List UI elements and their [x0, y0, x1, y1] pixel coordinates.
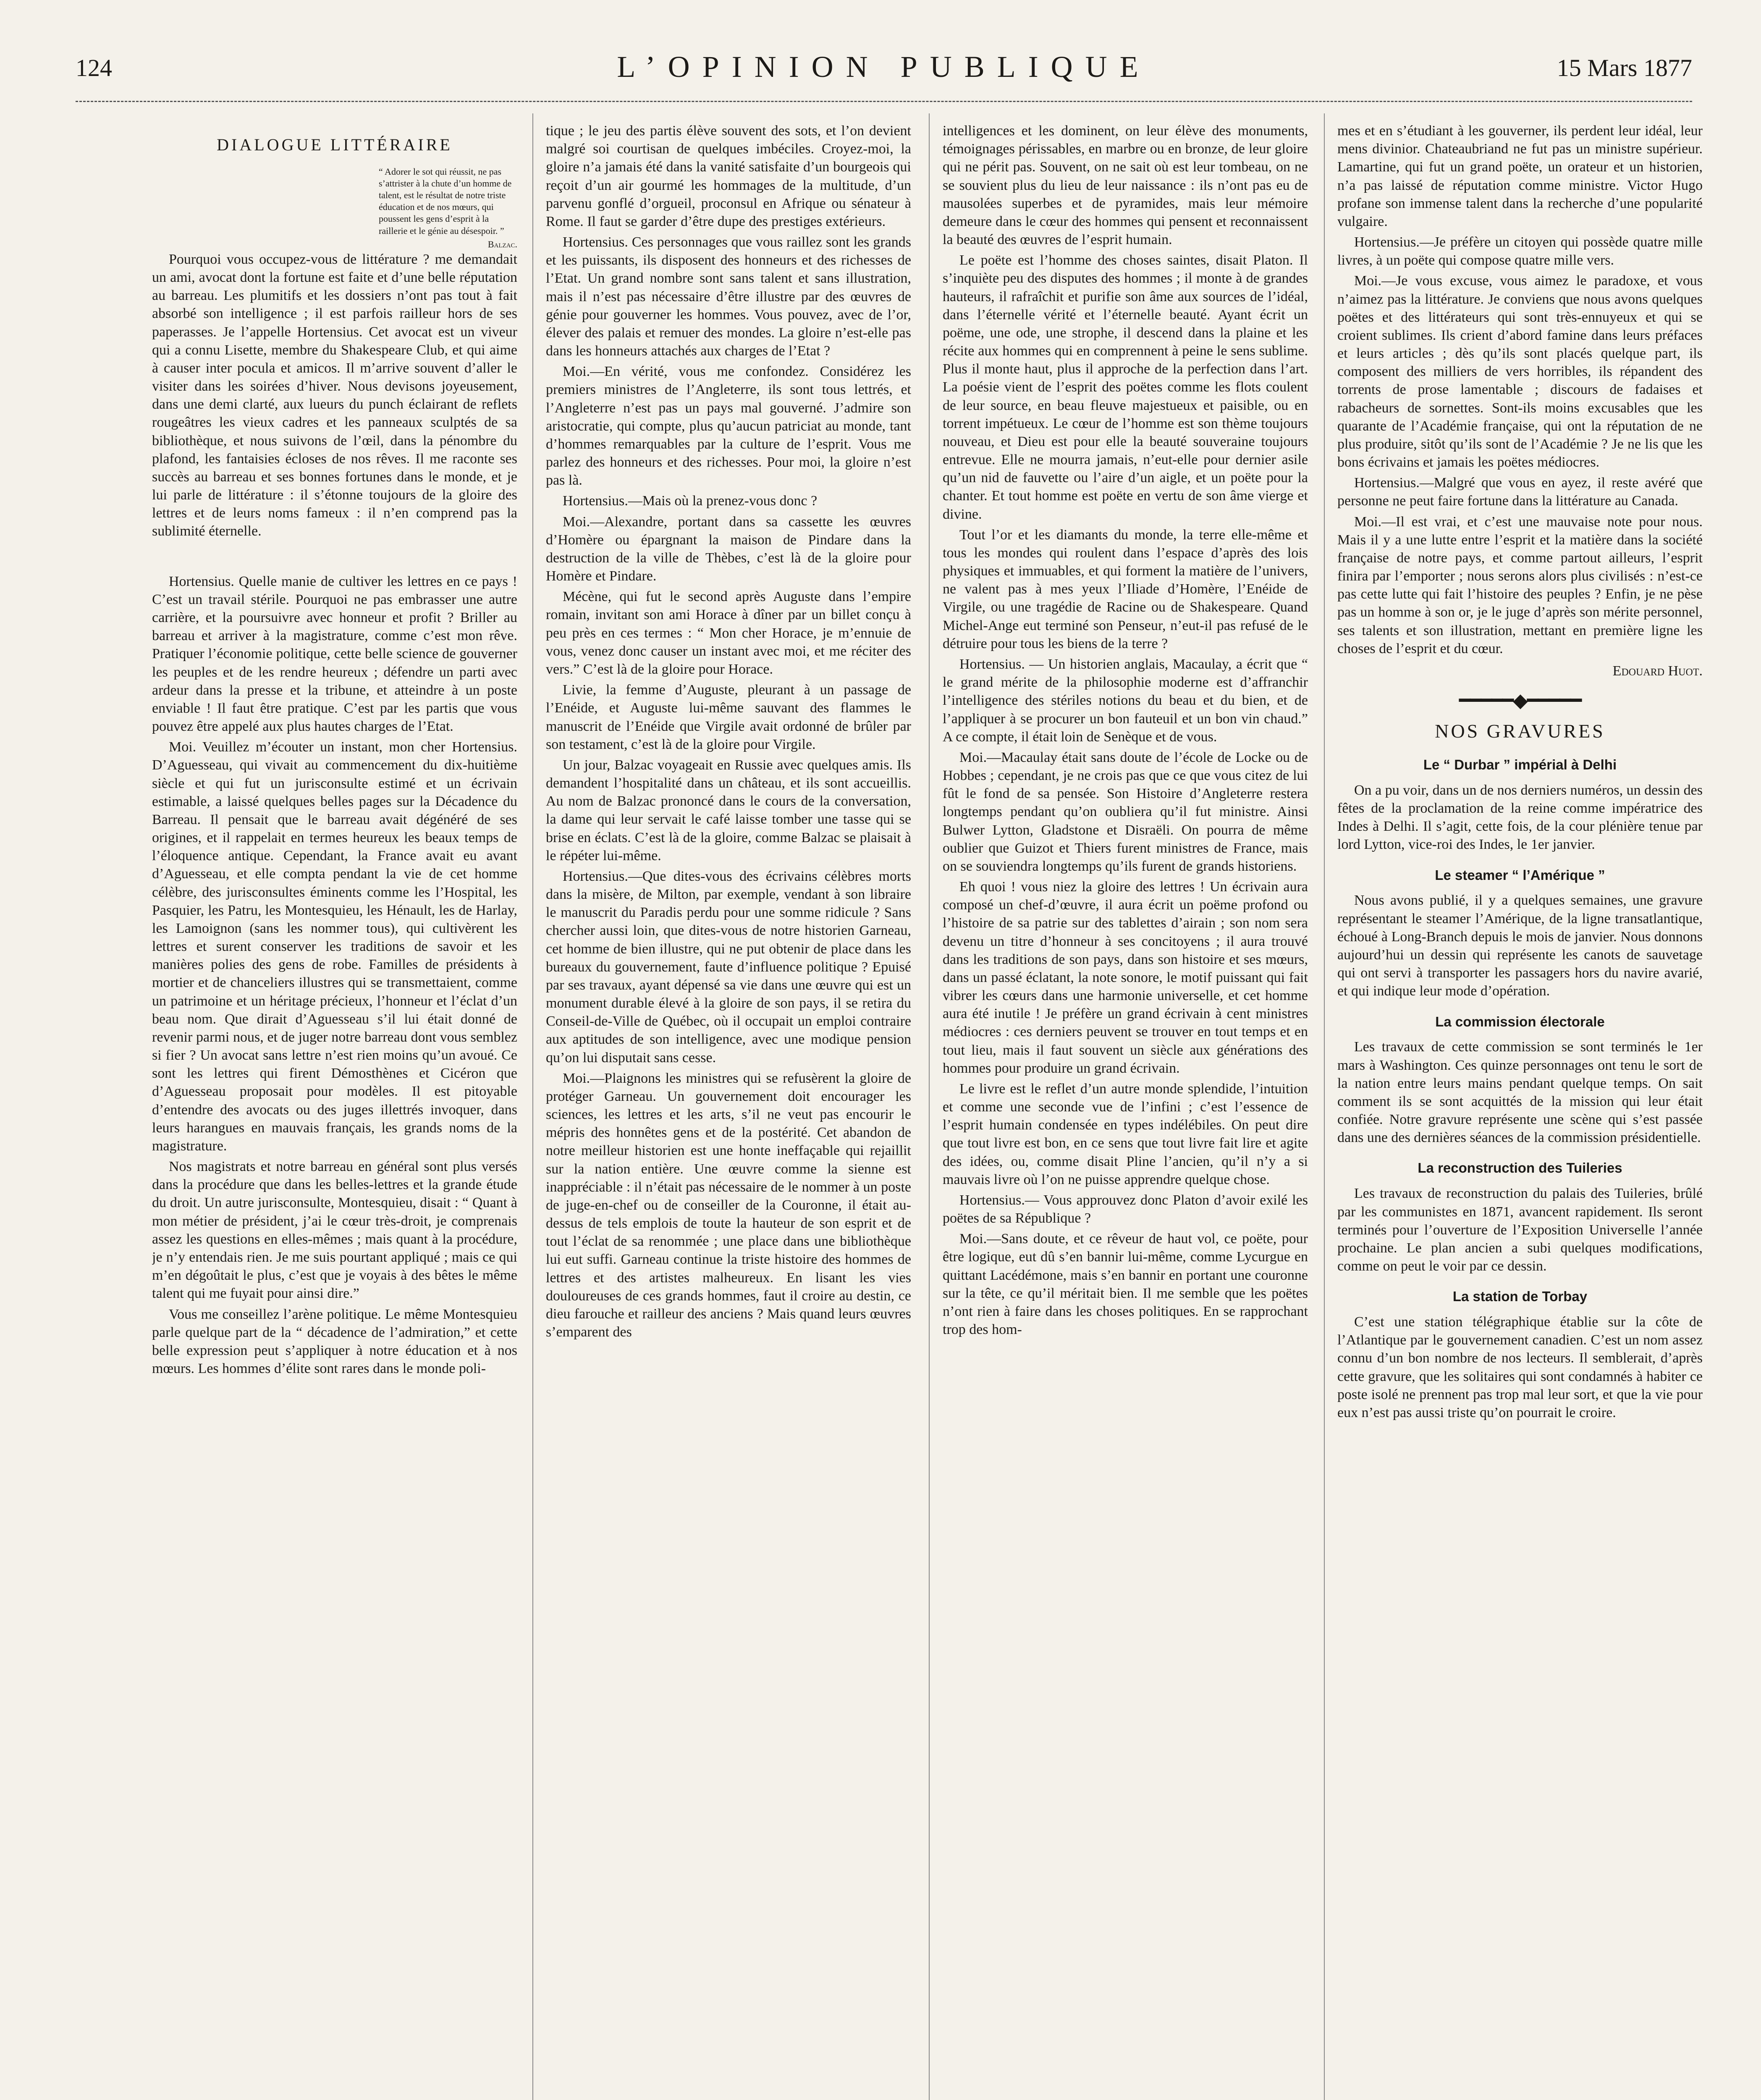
paragraph: Vous me conseillez l’arène politique. Le même Montesquieu parle quelque part de la “ décadence de l’admiration,” et cette belle expression peut s’appliquer à notre éducation et à nos mœurs. Les hommes d’élite sont rares dans le monde poli-	[152, 1306, 517, 1377]
paragraph: Hortensius.— Vous approuvez donc Platon d’avoir exilé les poëtes de sa République ?	[943, 1192, 1308, 1226]
article-heading: DIALOGUE LITTÉRAIRE	[217, 135, 453, 154]
paragraph: Un jour, Balzac voyageait en Russie avec quelques amis. Ils demandent l’hospitalité dans un château, et ils sont accueillis. Au nom de Balzac prononcé dans le cours de la conversation, la dame qui leur servait le café laisse tomber une tasse qui se brise en éclats. C’est là de la gloire, comme Balzac se plaisait à le répéter lui-même.	[546, 757, 911, 864]
subsection-title: La commission électorale	[1435, 1013, 1605, 1029]
paragraph: Hortensius. — Un historien anglais, Macaulay, a écrit que “ le grand mérite de la philosophie moderne est d’affranchir l’intelligence des stériles notions du beau et du bien, et de l’appliquer à se procurer un bon fauteuil et un bon vin chaud.” A ce compte, il était loin de Senèque et de vous.	[943, 656, 1308, 745]
paragraph: Hortensius.—Je préfère un citoyen qui possède quatre mille livres, à un poëte qui compose quatre mille vers.	[1337, 234, 1703, 268]
column-4	[1337, 122, 1703, 2100]
paragraph: Les travaux de cette commission se sont terminés le 1er mars à Washington. Ces quinze personnages ont tenu le sort de la nation entre leurs mains pendant quelque temps. On sait comment ils se sont acquittés de la mission qui leur était confiée. Notre gravure représente une scène qui s’est passée dans une des dernières séances de la commission présidentielle.	[1337, 1039, 1703, 1146]
author-signature: Edouard Huot.	[1612, 663, 1703, 679]
section-heading: NOS GRAVURES	[1435, 720, 1605, 742]
paragraph: Moi.—Je vous excuse, vous aimez le paradoxe, et vous n’aimez pas la littérature. Je conviens que nous avons quelques poëtes et des littérateurs qui sont très-ennuyeux et qui se croient sublimes. Ils crient d’abord famine dans leurs préfaces et leurs articles ; dès qu’ils sont placés quelque part, ils composent des milliers de vers horribles, ils répandent des torrents de prose lamentable ; discours de fadaises et rabacheurs de sornettes. Sont-ils moins excusables que les quarante de l’Académie française, qui ont la réputation de ne plus produire, sitôt qu’ils sont de l’Académie ? Je ne lis que les bons écrivains et jamais les poëtes médiocres.	[1337, 273, 1703, 470]
masthead	[76, 38, 1692, 88]
paragraph: Moi.—Alexandre, portant dans sa cassette les œuvres d’Homère ou épargnant la maison de Pindare dans la destruction de la ville de Thèbes, c’est là de la gloire pour Homère et Pindare.	[546, 514, 911, 584]
paragraph: Moi.—En vérité, vous me confondez. Considérez les premiers ministres de l’Angleterre, ils sont tous lettrés, et l’Angleterre n’est pas un pays mal gouverné. J’admire son aristocratie, qui compte, plus qu’aucun patriciat au monde, tant d’hommes remarquables par la culture de l’esprit. Vous me parlez des honneurs et des richesses. Pour moi, la gloire n’est pas là.	[546, 364, 911, 488]
paragraph: C’est une station télégraphique établie sur la côte de l’Atlantique par le gouvernement canadien. C’est un nom assez connu d’un bon nombre de nos lecteurs. Il semblerait, d’après cette gravure, que les solitaires qui sont condamnés à habiter ce poste isolé ne prennent pas trop mal leur sort, et que la vie pour eux n’est pas aussi triste qu’on pourrait le croire.	[1337, 1314, 1703, 1420]
paragraph: Eh quoi ! vous niez la gloire des lettres ! Un écrivain aura composé un chef-d’œuvre, il aura écrit un poëme profond ou l’histoire de sa patrie sur des tablettes d’airain ; son nom sera devenu un titre d’honneur à ses concitoyens ; il aura trouvé dans les traditions de son pays, dans son histoire et ses mœurs, dans un passé éclatant, la note sonore, le motif puissant qui fait vibrer les cœurs dans une harmonie universelle, et cet homme aura été inutile ! Je préfère un grand écrivain à cent ministres médiocres : ces derniers peuvent se trouver en tout temps et en tout lieu, mais il faut souvent un siècle aux générations des hommes pour produire un grand écrivain.	[943, 879, 1308, 1076]
column-divider	[532, 113, 533, 2100]
paragraph: Moi.—Sans doute, et ce rêveur de haut vol, ce poëte, pour être logique, eut dû s’en bannir lui-même, comme Lycurgue en quittant Lacédémone, mais s’en bannir en portant une couronne sur la tête, ce qu’il méritait bien. Il me semble que les poëtes n’ont rien à faire dans les choses politiques. En se rapprochant trop des hom-	[943, 1231, 1308, 1338]
paragraph: Le poëte est l’homme des choses saintes, disait Platon. Il s’inquiète peu des disputes des hommes ; il monte à de grandes hauteurs, il rafraîchit et purifie son âme aux sources de l’idéal, dans l’éternelle vérité et l’éternelle beauté. Ayant écrit un poëme, une ode, une strophe, il descend dans la plaine et les récite aux hommes qui en comprennent à peine le sens sublime. Plus il monte haut, plus il approche de la perfection dans l’art. La poésie vient de l’esprit des poëtes comme les flots coulent de leur source, en beau fleuve majestueux et paisible, ou en torrent impétueux. Le cœur de l’homme est son thème toujours nouveau, et Dieu est pour elle la beauté souveraine toujours entrevue. Elle ne mourra jamais, n’eut-elle pour dernier asile qu’un nid de fauvette ou l’aire d’un aigle, et un poëte pour la chanter. Et tout homme est poëte en vertu de son âme vierge et divine.	[943, 252, 1308, 522]
column-divider	[1324, 113, 1325, 2100]
epigraph-text: “ Adorer le sot qui réussit, ne pas s’attrister à la chute d’un homme de talent, est le résultat de notre triste éducation et de nos mœurs, qui poussent les gens d’esprit à la raillerie et le génie au désespoir. ”	[379, 166, 512, 236]
newspaper-title: L’OPINION PUBLIQUE	[617, 50, 1151, 84]
paragraph: Hortensius. Quelle manie de cultiver les lettres en ce pays ! C’est un travail stérile. Pourquoi ne pas embrasser une autre carrière, et la poursuivre avec honneur et profit ? Briller au barreau et arriver à la magistrature, comme c’est mon rêve. Pratiquer l’économie politique, cette belle science de gouverner les peuples et de les rendre heureux ; défendre un parti avec ardeur dans la presse et la tribune, et atteindre à un poste enviable ! Il faut être pratique. C’est par les partis que vous pouvez être appelé aux plus hautes charges de l’Etat.	[152, 573, 517, 735]
paragraph: Hortensius.—Mais où la prenez-vous donc ?	[563, 493, 818, 509]
column-divider	[929, 113, 930, 2100]
subsection-title: Le “ Durbar ” impérial à Delhi	[1423, 756, 1617, 772]
paragraph: Moi.—Plaignons les ministres qui se refusèrent la gloire de protéger Garneau. Un gouvernement doit encourager les sciences, les lettres et les arts, s’il ne veut pas encourir le mépris des honnêtes gens et de la postérité. Cet abandon de notre meilleur historien est une honte ineffaçable qui rejaillit sur la nation entière. Une œuvre comme la sienne est inappréciable : il n’était pas nécessaire de le nommer à un poste de juge-en-chef ou de conseiller de la Couronne, il était au-dessus de tels emplois de toute la hauteur de son esprit et de tout l’éclat de sa renommée ; une place dans une bibliothèque lui eut suffi. Garneau continue la triste histoire des hommes de lettres et des artistes malheureux. En lisant les vies douloureuses de ces grands hommes, faut il croire au destin, ce dieu farouche et railleur des anciens ? Mais quand leurs œuvres s’emparent des	[546, 1070, 911, 1340]
column-3	[943, 122, 1308, 2100]
paragraph: Moi.—Macaulay était sans doute de l’école de Locke ou de Hobbes ; cependant, je ne crois pas que ce que vous citez de lui fût le fond de sa pensée. Son Histoire d’Angleterre restera longtemps pendant qu’on oubliera qu’il fut ministre. Ainsi Bulwer Lytton, Gladstone et Disraëli. On pourra de même oublier que Guizot et Thiers furent ministres de France, mais on se souviendra longtemps qu’ils furent de grands historiens.	[943, 749, 1308, 874]
paragraph: Les travaux de reconstruction du palais des Tuileries, brûlé par les communistes en 1871, avancent rapidement. Ils seront terminés pour l’ouverture de l’Exposition Universelle l’année prochaine. Le plan ancien a subi quelques modifications, comme on peut le voir par ce dessin.	[1337, 1186, 1703, 1274]
paragraph: tique ; le jeu des partis élève souvent des sots, et l’on devient malgré soi courtisan de quelques imbéciles. Croyez-moi, la gloire n’a jamais été dans la vanité satisfaite d’un bourgeois qui reçoit d’un air gourmé les hommages de la multitude, d’un parvenu gonflé d’orgueil, proconsul en Afrique ou sénateur à Rome. Il faut se garder d’être dupe des prestiges extérieurs.	[546, 123, 911, 229]
paragraph: mes et en s’étudiant à les gouverner, ils perdent leur idéal, leur mens divinior. Chateaubriand ne fut pas un ministre supérieur. Lamartine, qui fut un grand poëte, un orateur et un historien, n’a pas laissé de réputation comme ministre. Victor Hugo profane son immense talent dans la recherche d’une popularité vulgaire.	[1337, 123, 1703, 229]
paragraph: Moi. Veuillez m’écouter un instant, mon cher Hortensius. D’Aguesseau, qui vivait au commencement du dix-huitième siècle et qui fut un jurisconsulte estimé et un écrivain estimable, a laissé quelques belles pages sur la Décadence du Barreau. Il pensait que le barreau avait dégénéré de ses origines, et il rappelait en termes heureux les beaux temps de l’éloquence antique. Cependant, la France avait eu avant d’Aguesseau, et elle compta pendant la vie de cet homme célèbre, des jurisconsultes éminents comme les l’Hospital, les Pasquier, les Patru, les Montesquieu, les Hénault, les de Harlay, les Lamoignon (sans les nommer tous), qui cultivèrent les lettres et surent conserver les traditions de savoir et les manières polies des gens de robe. Familles de présidents à mortier et de chanceliers illustres qui se transmettaient, comme un patrimoine et un héritage précieux, l’honneur et l’éclat d’un beau nom. Que dirait d’Aguesseau s’il lui était donné de revenir parmi nous, et de juger notre barreau dont vous semblez si fier ? Un avocat sans lettre n’est rien moins qu’un avoué. Ce sont les lettres qui firent Démosthènes et Cicéron que d’Aguesseau proposait pour modèles. Il est pitoyable d’entendre des avocats ou des juges illettrés invoquer, dans leurs harangues en mauvais français, les grands noms de la magistrature.	[152, 739, 517, 1154]
paragraph: Le livre est le reflet d’un autre monde splendide, l’intuition et comme une seconde vue de l’infini ; c’est l’essence de l’esprit humain condensée en types indélébiles. On peut dire que tout livre est bon, en ce sens que tout livre fait lire et agite des idées, ou, comme disait Pline l’ancien, qu’il n’y a si mauvais livre où l’on ne puisse apprendre quelque chose.	[943, 1081, 1308, 1187]
subsection-title: La station de Torbay	[1452, 1289, 1588, 1305]
epigraph-source: Balzac.	[487, 239, 517, 249]
paragraph: Hortensius. Ces personnages que vous raillez sont les grands et les puissants, ils disposent des honneurs et des richesses de l’Etat. Un grand nombre sont sans talent et sans illustration, mais il n’est pas nécessaire d’être illustre par des œuvres de génie pour gouverner les hommes. Vous pouvez, avec de l’or, élever des palais et remuer des mondes. La gloire n’est-elle pas dans les honneurs attachés aux charges de l’Etat ?	[546, 234, 911, 359]
paragraph: Moi.—Il est vrai, et c’est une mauvaise note pour nous. Mais il y a une lutte entre l’esprit et la matière dans la société française de notre pays, et comme partout ailleurs, l’esprit finira par l’emporter ; nous serons alors plus civilisés : n’est-ce pas cette lutte qui fait l’histoire des peuples ? Enfin, je ne pèse pas un homme à son or, je le juge d’après son mérite personnel, ses talents et son illustration, mettant en première ligne les choses de l’esprit et du cœur.	[1337, 514, 1703, 656]
paragraph: Hortensius.—Malgré que vous en ayez, il reste avéré que personne ne peut faire fortune dans la littérature au Canada.	[1337, 475, 1703, 509]
paragraph: Mécène, qui fut le second après Auguste dans l’empire romain, invitant son ami Horace à dîner par un billet conçu à peu près en ces termes : “ Mon cher Horace, je m’ennuie de vous, venez donc causer un instant avec moi, et me réciter des vers.” C’est là de la gloire pour Horace.	[546, 589, 911, 677]
ornament-divider: ━━━━━◆━━━━━	[1459, 690, 1581, 711]
paragraph: On a pu voir, dans un de nos derniers numéros, un dessin des fêtes de la proclamation de la reine comme impératrice des Indes à Delhi. Il s’agit, cette fois, de la cour plénière tenue par lord Lytton, vice-roi des Indes, le 1er janvier.	[1337, 782, 1703, 853]
paragraph: Pourquoi vous occupez-vous de littérature ? me demandait un ami, avocat dont la fortune est faite et d’une belle réputation au barreau. Les plumitifs et les dossiers n’ont pas tout à fait absorbé son intelligence ; il est parfois railleur hors de ses paperasses. Je l’appelle Hortensius. Cet avocat est un viveur qui a connu Lisette, membre du Shakespeare Club, et qui aime à causer inter pocula et amicos. Il m’arrive souvent d’aller le visiter dans les soirées d’hiver. Nous devisons joyeusement, dans une demi clarté, aux lueurs du punch éclairant de reflets rougeâtres les vieux cadres et les panneaux sculptés de sa bibliothèque, et nous suivons de l’œil, dans la pénombre du plafond, les fantaisies écloses de nos rêves. Il me raconte ses succès au barreau et ses bonnes fortunes dans le monde, et je lui parle de littérature : il s’étonne toujours de la gloire des lettres et de leurs noms fameux : il n’en comprend pas la sublimité éternelle.	[152, 251, 517, 539]
epigraph	[379, 166, 517, 250]
column-1	[152, 122, 517, 2100]
paragraph: Livie, la femme d’Auguste, pleurant à un passage de l’Enéide, et Auguste lui-même sauvant des flammes le manuscrit de l’Enéide que Virgile avait ordonné de brûler par son testament, c’est là de la gloire pour Virgile.	[546, 682, 911, 752]
subsection-title: La reconstruction des Tuileries	[1418, 1160, 1622, 1176]
paragraph: Hortensius.—Que dites-vous des écrivains célèbres morts dans la misère, de Milton, par exemple, vendant à son libraire le manuscrit du Paradis perdu pour une somme ridicule ? Sans chercher aussi loin, que dites-vous de notre historien Garneau, cet homme de bien illustre, qui ne put obtenir de place dans les bureaux du gouvernement, faute d’influence politique ? Epuisé par ses travaux, ayant dépensé sa vie dans une œuvre qui est un monument durable élevé à la gloire de son pays, il se retira du Conseil-de-Ville de Québec, où il occupait un emploi contraire aux aptitudes de son intelligence, avec une modique pension qu’on lui disputait sans cesse.	[546, 868, 911, 1066]
paragraph: intelligences et les dominent, on leur élève des monuments, témoignages périssables, en marbre ou en bronze, de leur gloire qui ne périt pas. Souvent, on ne sait où est leur tombeau, on ne se souvient plus du lieu de leur naissance : ils n’ont pas eu de mausolées superbes et de pyramides, mais leur mémoire demeure dans le cœur des hommes qui pensent et reconnaissent la beauté des œuvres de l’esprit humain.	[943, 123, 1308, 248]
subsection-title: Le steamer “ l’Amérique ”	[1435, 867, 1605, 883]
paragraph: Nous avons publié, il y a quelques semaines, une gravure représentant le steamer l’Amérique, de la ligne transatlantique, échoué à Long-Branch depuis le mois de janvier. Nous donnons aujourd’hui un dessin qui représente les canots de sauvetage qui ont servi à transporter les passagers hors du navire avarié, et qui indique leur mode d’opération.	[1337, 892, 1703, 999]
paragraph: Nos magistrats et notre barreau en général sont plus versés dans la procédure que dans les belles-lettres et la grande étude du droit. Un autre jurisconsulte, Montesquieu, disait : “ Quant à mon métier de président, j’ai le cœur très-droit, je comprenais assez les questions en elles-mêmes ; mais quant à la procédure, je n’y entendais rien. Je me suis pourtant appliqué ; mais ce qui m’en dégoûtait le plus, c’est que je voyais à des bêtes le même talent qui me fuyait pour ainsi dire.”	[152, 1159, 517, 1302]
issue-date: 15 Mars 1877	[1557, 54, 1692, 81]
paragraph: Tout l’or et les diamants du monde, la terre elle-même et tous les mondes qui roulent dans l’espace d’après des lois physiques et immuables, et qui forment la matière de l’univers, ne valent pas à mes yeux l’Iliade d’Homère, l’Enéide de Virgile, ou une tragédie de Racine ou de Shakespeare. Quand Michel-Ange eut terminé son Penseur, n’eut-il pas refusé de le détruire pour tous les biens de la terre ?	[943, 527, 1308, 651]
page-number: 124	[76, 54, 112, 81]
column-2	[546, 122, 911, 2100]
header-rule	[76, 101, 1692, 102]
